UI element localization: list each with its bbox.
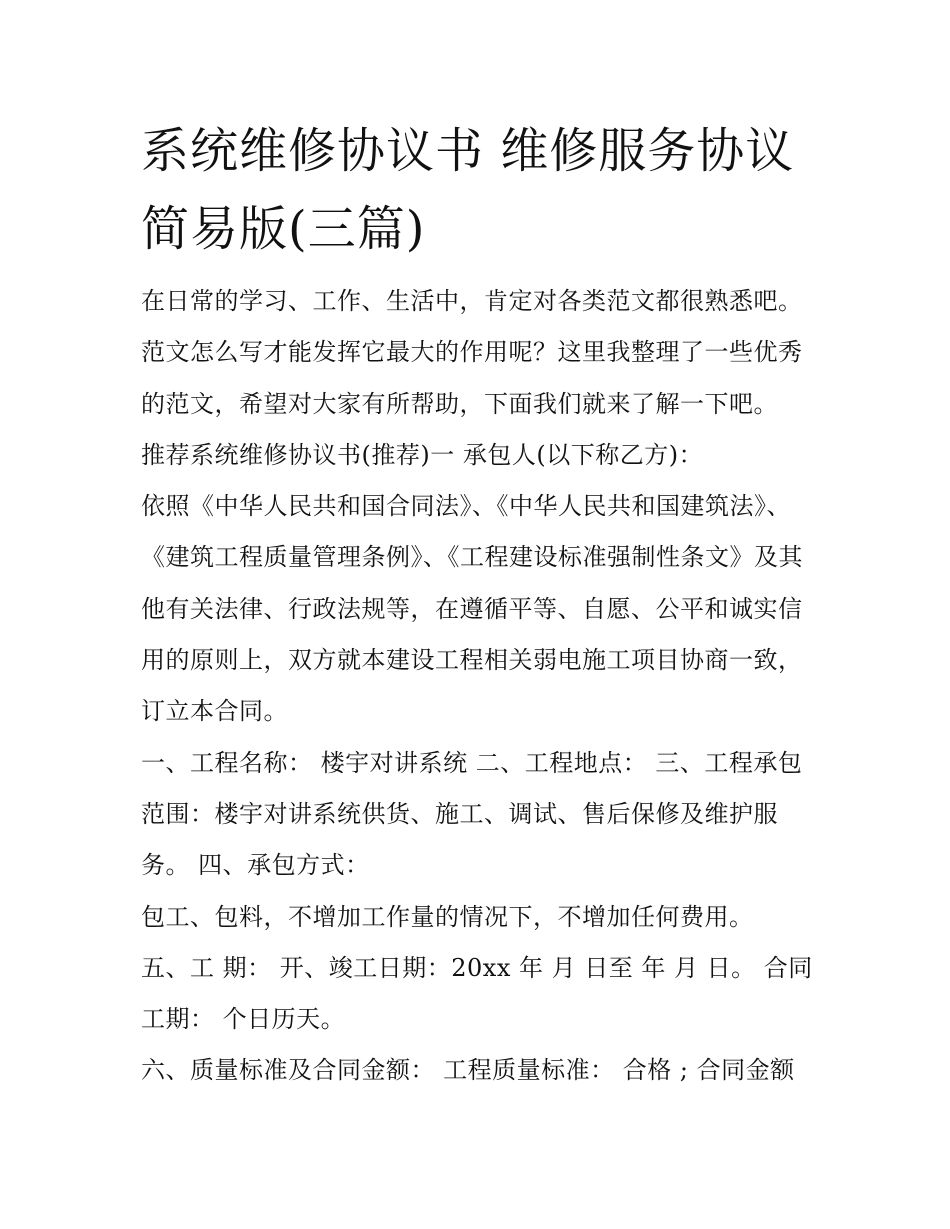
document-page xyxy=(141,112,816,1097)
paragraph-contract-method: 包工、包料，不增加工作量的情况下，不增加任何费用。 xyxy=(141,902,754,931)
document-title: 系统维修协议书 维修服务协议简易版(三篇) xyxy=(141,123,795,257)
paragraph-schedule: 五、工 期： 开、竣工日期：20xx 年 月 日至 年 月 日。 合同工期： 个日历天。 xyxy=(141,953,813,1034)
paragraph-legal-basis: 依照《中华人民共和国合同法》、《中华人民共和国建筑法》、《建筑工程质量管理条例》、《工程建设标准强制性条文》及其他有关法律、行政法规等，在遵循平等、自愿、公平和诚实信用的原则上，双方就本建设工程相关弱电施工项目协商一致，订立本合同。 xyxy=(141,492,803,726)
paragraph-project-info: 一、工程名称： 楼宇对讲系统 二、工程地点： 三、工程承包范围：楼宇对讲系统供货、施工、调试、售后保修及维护服务。 四、承包方式： xyxy=(141,748,803,880)
paragraph-intro: 在日常的学习、工作、生活中，肯定对各类范文都很熟悉吧。范文怎么写才能发挥它最大的作用呢？这里我整理了一些优秀的范文，希望对大家有所帮助，下面我们就来了解一下吧。 xyxy=(141,287,803,418)
document-body xyxy=(141,276,816,1097)
paragraph-quality-amount: 六、质量标准及合同金额： 工程质量标准： 合格 ; 合同金额 xyxy=(141,1056,795,1085)
paragraph-recommend: 推荐系统维修协议书(推荐)一 承包人(以下称乙方)： xyxy=(141,440,704,469)
